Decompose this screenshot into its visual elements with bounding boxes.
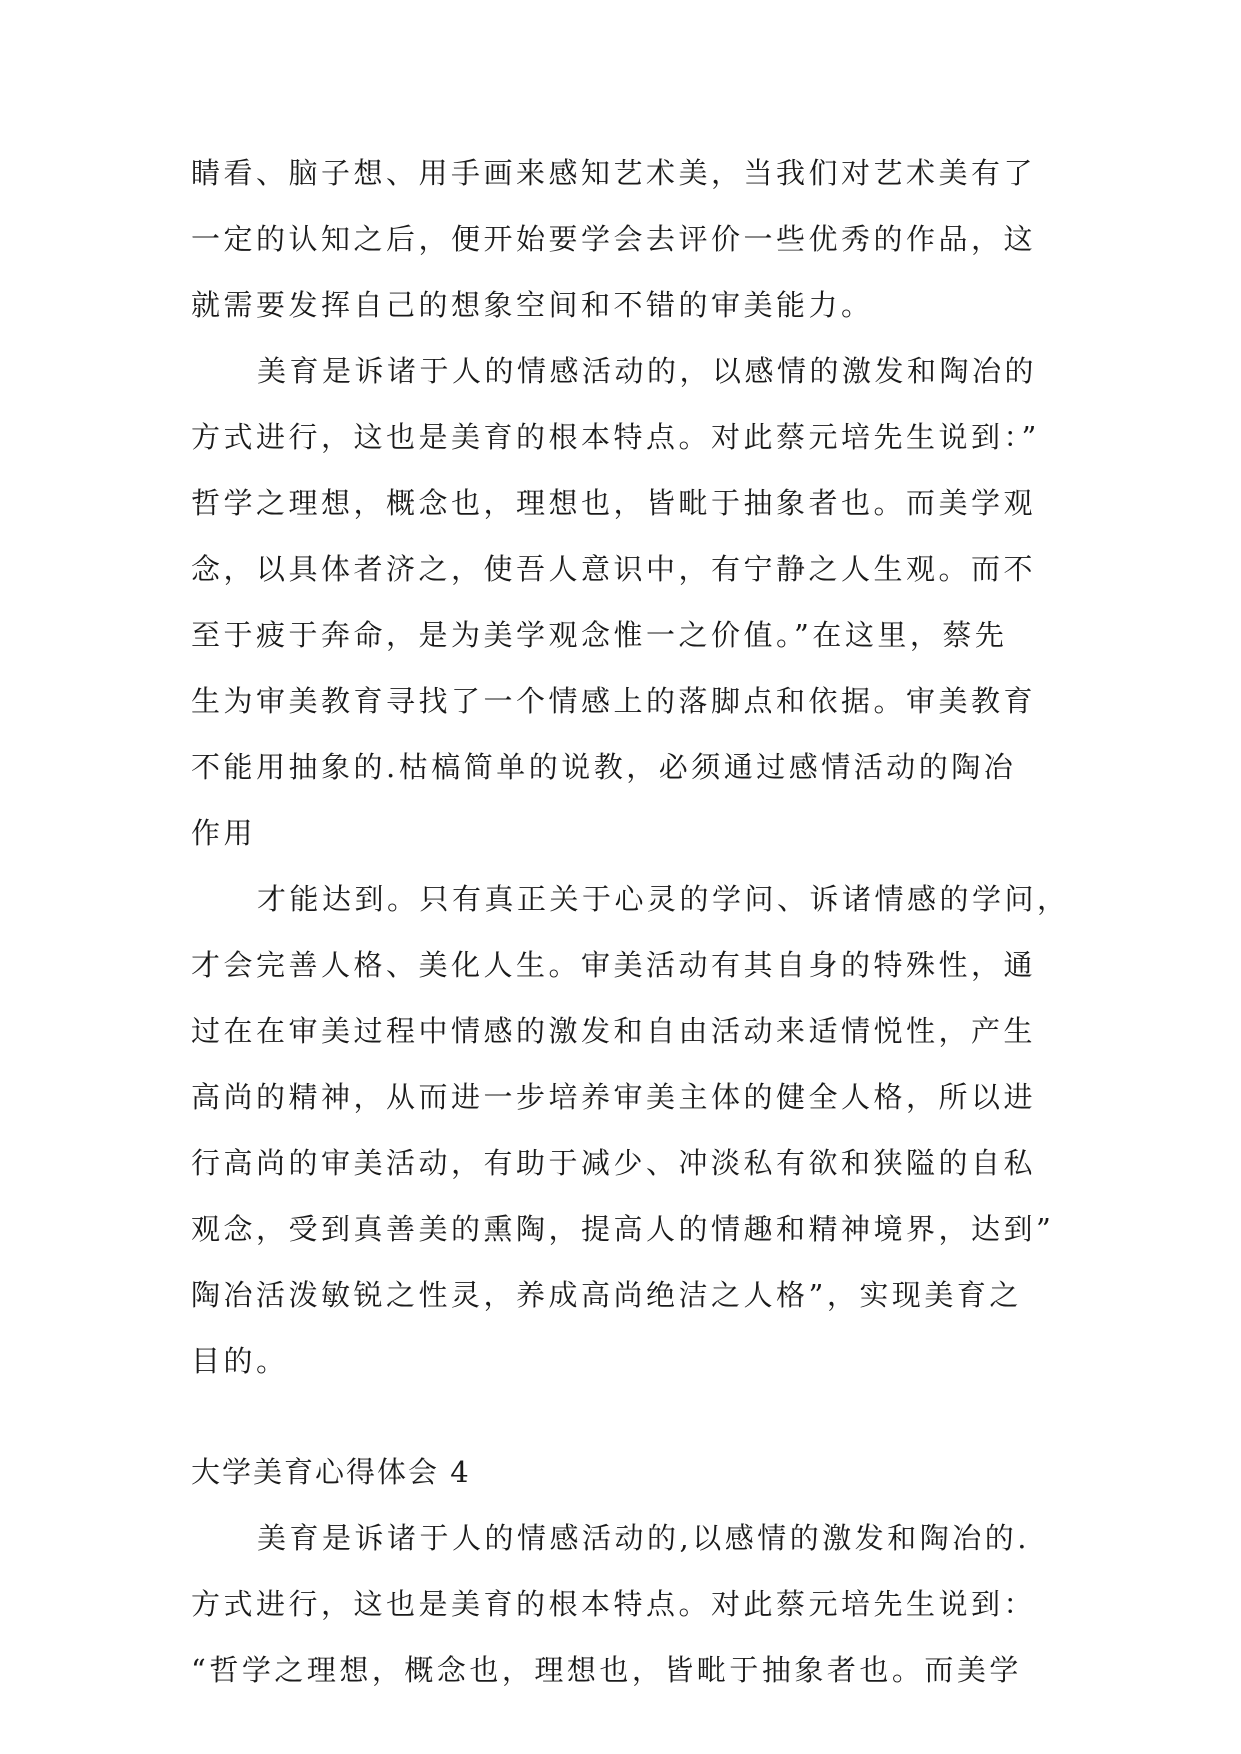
- text-line: 就需要发挥自己的想象空间和不错的审美能力。: [191, 288, 874, 322]
- text-line: 行高尚的审美活动，有助于减少、冲淡私有欲和狭隘的自私: [191, 1146, 1037, 1180]
- text-line: 方式进行，这也是美育的根本特点。对此蔡元培先生说到：”: [191, 420, 1040, 454]
- text-line: 高尚的精神，从而进一步培养审美主体的健全人格，所以进: [191, 1080, 1037, 1114]
- text-line: 美育是诉诸于人的情感活动的,以感情的激发和陶冶的.: [257, 1521, 1030, 1555]
- text-line: 哲学之理想，概念也，理想也，皆毗于抽象者也。而美学观: [191, 486, 1037, 520]
- text-line: 陶冶活泼敏锐之性灵，养成高尚绝洁之人格”，实现美育之: [191, 1278, 1022, 1312]
- text-line: 不能用抽象的.枯槁简单的说教，必须通过感情活动的陶冶: [191, 750, 1017, 784]
- section-heading: 大学美育心得体会 4: [191, 1455, 471, 1489]
- text-line: 生为审美教育寻找了一个情感上的落脚点和依据。审美教育: [191, 684, 1037, 718]
- text-line: 方式进行，这也是美育的根本特点。对此蔡元培先生说到：: [191, 1587, 1037, 1621]
- text-line: 才会完善人格、美化人生。审美活动有其自身的特殊性，通: [191, 948, 1037, 982]
- text-line: 才能达到。只有真正关于心灵的学问、诉诸情感的学问，: [257, 882, 1070, 916]
- text-line: 一定的认知之后，便开始要学会去评价一些优秀的作品，这: [191, 222, 1037, 256]
- text-line: “哲学之理想，概念也，理想也，皆毗于抽象者也。而美学: [191, 1653, 1022, 1687]
- text-line: 观念，受到真善美的熏陶，提高人的情趣和精神境界，达到”: [191, 1212, 1055, 1246]
- text-line: 目的。: [191, 1344, 289, 1378]
- text-line: 睛看、脑子想、用手画来感知艺术美，当我们对艺术美有了: [191, 156, 1037, 190]
- text-line: 作用: [191, 816, 257, 850]
- text-line: 过在在审美过程中情感的激发和自由活动来适情悦性，产生: [191, 1014, 1037, 1048]
- text-line: 美育是诉诸于人的情感活动的，以感情的激发和陶冶的: [257, 354, 1038, 388]
- text-line: 念，以具体者济之，使吾人意识中，有宁静之人生观。而不: [191, 552, 1037, 586]
- text-line: 至于疲于奔命，是为美学观念惟一之价值。”在这里，蔡先: [191, 618, 1008, 652]
